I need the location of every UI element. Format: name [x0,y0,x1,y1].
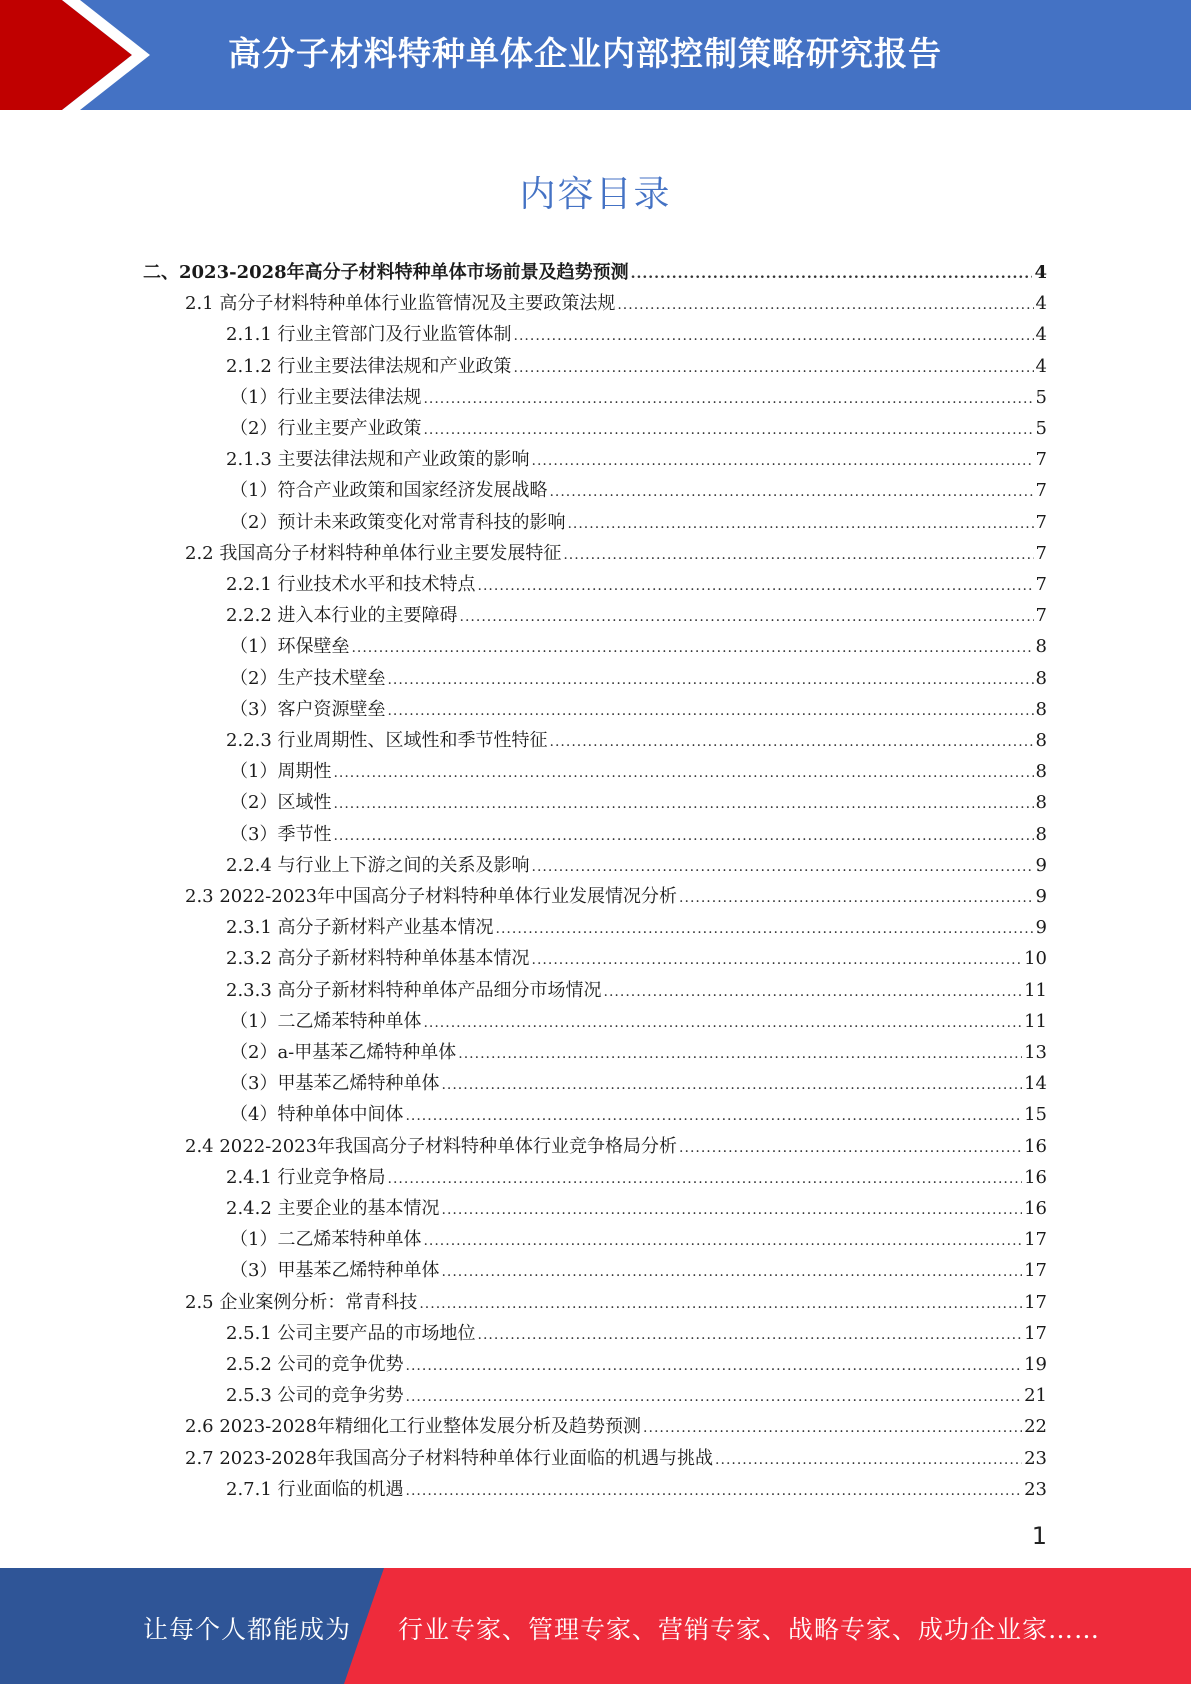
toc-dot-leader [333,826,1033,846]
toc-entry-page: 7 [1035,605,1047,626]
toc-entry-page: 19 [1024,1354,1047,1375]
toc-entry-label: （4）特种单体中间体 [230,1104,404,1125]
toc-dot-leader [532,451,1034,471]
toc-entry[interactable] [230,659,1047,690]
toc-entry-label: 2.1.2 行业主要法律法规和产业政策 [226,356,512,377]
toc-entry-label: 2.5 企业案例分析：常青科技 [185,1292,418,1313]
toc-dot-leader [631,264,1033,284]
toc-entry[interactable] [230,1251,1047,1282]
toc-entry-page: 11 [1024,1011,1047,1032]
toc-entry-label: 2.2.2 进入本行业的主要障碍 [226,605,458,626]
toc-entry[interactable] [185,534,1047,565]
toc-dot-leader [441,1075,1022,1095]
toc-entry[interactable] [230,471,1047,502]
toc-entry-page: 4 [1035,356,1047,377]
toc-dot-leader [423,389,1033,409]
toc-entry[interactable] [226,721,1047,752]
toc-entry[interactable] [185,1283,1047,1314]
toc-entry[interactable] [230,1002,1047,1033]
toc-entry-page: 7 [1035,480,1047,501]
toc-dot-leader [643,1418,1022,1438]
toc-entry-label: （2）区域性 [230,792,332,813]
toc-entry-label: 2.5.3 公司的竞争劣势 [226,1385,404,1406]
toc-dot-leader [423,1013,1022,1033]
toc-entry[interactable] [230,1064,1047,1095]
toc-dot-leader [387,701,1033,721]
toc-entry[interactable] [226,846,1047,877]
toc-dot-leader [532,950,1023,970]
toc-entry-label: 2.2 我国高分子材料特种单体行业主要发展特征 [185,543,562,564]
toc-entry[interactable] [226,971,1047,1002]
toc-entry-label: 二、2023-2028年高分子材料特种单体市场前景及趋势预测 [143,262,629,283]
toc-dot-leader [406,1481,1023,1501]
toc-dot-leader [549,482,1033,502]
toc-entry-page: 4 [1035,293,1047,314]
toc-entry[interactable] [226,1470,1047,1501]
footer-band [0,1568,1191,1684]
footer-slogan-left: 让每个人都能成为 [143,1615,352,1644]
toc-entry-page: 8 [1035,668,1047,689]
toc-entry-page: 8 [1035,699,1047,720]
toc-entry-label: 2.3 2022-2023年中国高分子材料特种单体行业发展情况分析 [185,886,678,907]
toc-entry-page: 17 [1024,1292,1047,1313]
toc-entry[interactable] [226,1189,1047,1220]
toc-dot-leader [532,857,1034,877]
toc-entry[interactable] [230,1033,1047,1064]
toc-entry-page: 14 [1024,1073,1047,1094]
toc-entry-page: 10 [1024,948,1047,969]
toc-dot-leader [423,420,1033,440]
toc-entry-label: 2.6 2023-2028年精细化工行业整体发展分析及趋势预测 [185,1416,642,1437]
toc-entry-label: （1）环保壁垒 [230,636,350,657]
toc-entry-page: 16 [1024,1198,1047,1219]
toc-entry-label: （2）行业主要产业政策 [230,418,422,439]
toc-entry-label: （3）甲基苯乙烯特种单体 [230,1073,440,1094]
toc-entry-label: 2.4 2022-2023年我国高分子材料特种单体行业竞争格局分析 [185,1136,678,1157]
toc-entry-label: 2.4.1 行业竞争格局 [226,1167,386,1188]
toc-dot-leader [405,1106,1022,1126]
toc-entry-page: 16 [1024,1136,1047,1157]
toc-entry-page: 8 [1035,824,1047,845]
toc-entry[interactable] [230,690,1047,721]
toc-dot-leader [387,670,1033,690]
toc-entry[interactable] [226,440,1047,471]
toc-entry[interactable] [230,503,1047,534]
toc-entry-label: 2.3.3 高分子新材料特种单体产品细分市场情况 [226,980,602,1001]
toc-entry-page: 17 [1024,1260,1047,1281]
toc-entry-page: 5 [1035,418,1047,439]
toc-dot-leader [333,794,1033,814]
toc-entry-label: （1）二乙烯苯特种单体 [230,1011,422,1032]
footer-slogan-right: 行业专家、管理专家、营销专家、战略专家、成功企业家…… [398,1615,1101,1644]
toc-entry[interactable] [230,752,1047,783]
toc-entry-label: 2.3.2 高分子新材料特种单体基本情况 [226,948,530,969]
toc-entry-label: （1）符合产业政策和国家经济发展战略 [230,480,548,501]
toc-dot-leader [567,514,1033,534]
toc-entry-label: （3）甲基苯乙烯特种单体 [230,1260,440,1281]
toc-entry-page: 4 [1035,324,1047,345]
toc-dot-leader [442,1200,1023,1220]
toc-dot-leader [423,1231,1022,1251]
toc-entry[interactable] [226,1314,1047,1345]
toc-entry[interactable] [226,939,1047,970]
toc-entry-page: 7 [1035,543,1047,564]
toc-entry-label: （2）a-甲基苯乙烯特种单体 [230,1042,457,1063]
toc-entry-label: 2.5.1 公司主要产品的市场地位 [226,1323,476,1344]
toc-dot-leader [496,919,1034,939]
toc-entry[interactable] [230,783,1047,814]
toc-entry-page: 23 [1024,1479,1047,1500]
toc-dot-leader [679,1138,1022,1158]
toc-entry-page: 7 [1035,449,1047,470]
toc-entry[interactable] [185,877,1047,908]
toc-dot-leader [514,358,1034,378]
toc-entry-label: 2.2.1 行业技术水平和技术特点 [226,574,476,595]
toc-entry-page: 9 [1035,917,1047,938]
toc-dot-leader [441,1262,1022,1282]
toc-entry-page: 15 [1024,1104,1047,1125]
toc-entry-page: 4 [1034,262,1047,283]
toc-dot-leader [406,1356,1023,1376]
toc-entry-page: 17 [1024,1229,1047,1250]
toc-entry[interactable] [226,315,1047,346]
toc-entry[interactable] [230,1095,1047,1126]
toc-entry-label: （3）客户资源壁垒 [230,699,386,720]
toc-dot-leader [478,1325,1023,1345]
toc-entry-label: 2.3.1 高分子新材料产业基本情况 [226,917,494,938]
toc-entry-page: 5 [1035,387,1047,408]
toc-entry[interactable] [226,908,1047,939]
toc-entry-page: 16 [1024,1167,1047,1188]
toc-entry[interactable] [226,596,1047,627]
toc-entry-page: 17 [1024,1323,1047,1344]
toc-entry-page: 9 [1035,855,1047,876]
toc-dot-leader [514,326,1034,346]
toc-entry[interactable] [185,1127,1047,1158]
toc-entry-label: 2.5.2 公司的竞争优势 [226,1354,404,1375]
toc-dot-leader [478,576,1034,596]
toc-entry[interactable] [230,409,1047,440]
toc-entry[interactable] [230,627,1047,658]
toc-entry-label: 2.4.2 主要企业的基本情况 [226,1198,440,1219]
toc-entry-page: 11 [1024,980,1047,1001]
toc-dot-leader [617,295,1033,315]
toc-entry-label: 2.7.1 行业面临的机遇 [226,1479,404,1500]
toc-entry[interactable] [185,1407,1047,1438]
report-header-band [0,0,1191,110]
toc-dot-leader [419,1294,1022,1314]
toc-entry-page: 21 [1024,1385,1047,1406]
toc-dot-leader [333,763,1033,783]
toc-entry[interactable] [230,1220,1047,1251]
toc-entry[interactable] [230,815,1047,846]
toc-dot-leader [351,638,1033,658]
toc-dot-leader [563,545,1033,565]
toc-entry[interactable] [143,253,1047,284]
toc-entry[interactable] [185,284,1047,315]
toc-entry-page: 8 [1035,761,1047,782]
toc-entry-page: 7 [1035,574,1047,595]
toc-entry-page: 8 [1035,636,1047,657]
toc-dot-leader [388,1169,1023,1189]
toc-dot-leader [715,1450,1022,1470]
toc-entry-page: 8 [1035,730,1047,751]
page-number: 1 [1031,1522,1047,1550]
toc-entry-label: （1）行业主要法律法规 [230,387,422,408]
toc-entry-page: 8 [1035,792,1047,813]
toc-entry-page: 23 [1024,1448,1047,1469]
toc-entry[interactable] [226,347,1047,378]
toc-dot-leader [406,1387,1023,1407]
toc-entry-label: （1）二乙烯苯特种单体 [230,1229,422,1250]
toc-entry-page: 7 [1035,512,1047,533]
toc-entry[interactable] [230,378,1047,409]
header-chevron-decoration [0,0,160,110]
toc-dot-leader [460,607,1034,627]
toc-dot-leader [458,1044,1022,1064]
toc-entry-label: 2.2.3 行业周期性、区域性和季节性特征 [226,730,548,751]
toc-entry-label: 2.7 2023-2028年我国高分子材料特种单体行业面临的机遇与挑战 [185,1448,714,1469]
toc-entry[interactable] [226,565,1047,596]
toc-entry-label: （3）季节性 [230,824,332,845]
toc-heading: 内容目录 [519,174,672,215]
toc-entry-label: （2）生产技术壁垒 [230,668,386,689]
toc-entry-page: 22 [1024,1416,1047,1437]
toc-entry-label: 2.2.4 与行业上下游之间的关系及影响 [226,855,530,876]
toc-entry-label: （1）周期性 [230,761,332,782]
toc-entry[interactable] [226,1345,1047,1376]
report-title: 高分子材料特种单体企业内部控制策略研究报告 [228,34,942,73]
toc-dot-leader [550,732,1034,752]
toc-dot-leader [604,982,1023,1002]
toc-entry-label: （2）预计未来政策变化对常青科技的影响 [230,512,566,533]
toc-entry[interactable] [226,1376,1047,1407]
toc-entry-page: 9 [1035,886,1047,907]
toc-entry-label: 2.1 高分子材料特种单体行业监管情况及主要政策法规 [185,293,616,314]
toc-dot-leader [679,888,1034,908]
toc-entry[interactable] [185,1439,1047,1470]
toc-entry[interactable] [226,1158,1047,1189]
toc-entry-page: 13 [1024,1042,1047,1063]
toc-entry-label: 2.1.1 行业主管部门及行业监管体制 [226,324,512,345]
toc-entry-label: 2.1.3 主要法律法规和产业政策的影响 [226,449,530,470]
